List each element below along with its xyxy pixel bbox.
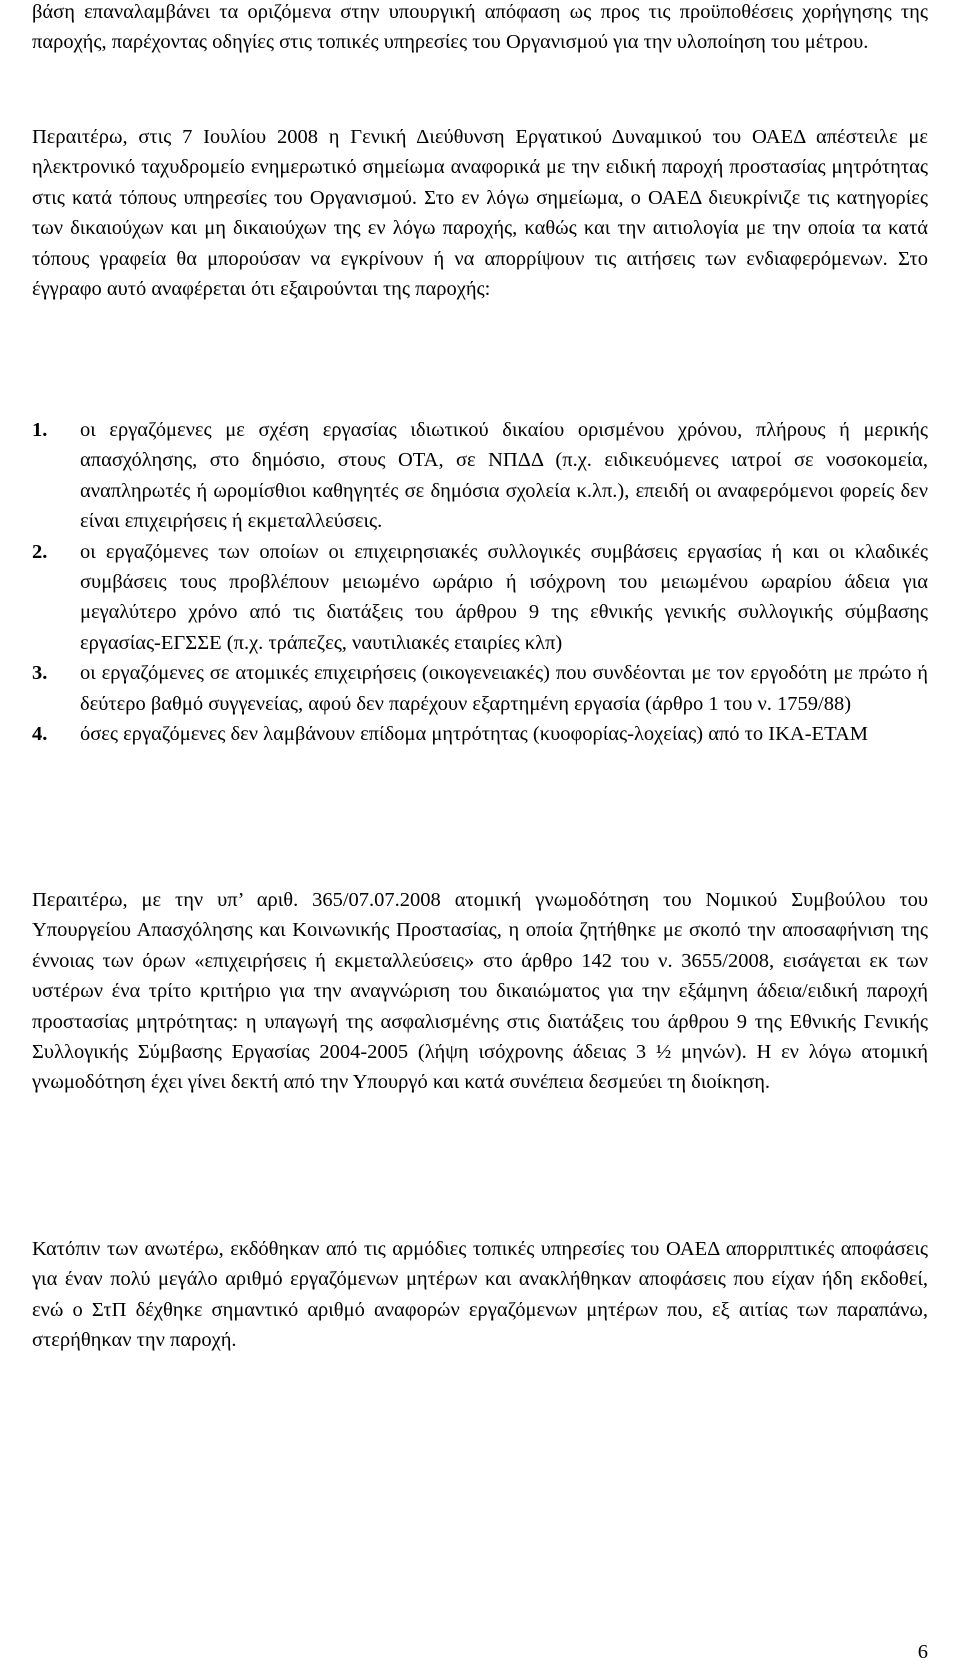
list-item-number: 3. — [32, 662, 48, 685]
list-item-text: οι εργαζόμενες των οποίων οι επιχειρησιακές συλλογικές συμβάσεις εργασίας ή και οι κλαδικές συμβάσεις τους προβλέπουν μειωμένο ωράριο ή ισόχρονη του μειωμένου ωραρίου άδεια για μεγαλύτερο χρόνο από τις διατάξεις του άρθρου 9 της εθνικής γενικής συλλογικής σύμβασης εργασίας-ΕΓΣΣΕ (π.χ. τράπεζες, ναυτιλιακές εταιρίες κλπ) — [80, 540, 928, 654]
paragraph-legal-opinion: Περαιτέρω, με την υπ’ αριθ. 365/07.07.2008 ατομική γνωμοδότηση του Νομικού Συμβούλου του Υπουργείου Απασχόλησης και Κοινωνικής Προστασίας, η οποία ζητήθηκε με σκοπό την αποσαφήνιση της έννοιας των όρων «επιχειρήσεις ή εκμεταλλεύσεις» στο άρθρο 142 του ν. 3655/2008, εισάγεται εκ των υστέρων ένα τρίτο κριτήριο για την αναγνώριση του δικαιώματος για την εξάμηνη άδεια/ειδική παροχή προστασίας μητρότητας: η υπαγωγή της ασφαλισμένης στις διατάξεις του άρθρου 9 της Εθνικής Γενικής Συλλογικής Σύμβασης Εργασίας 2004-2005 (λήψη ισόχρονης άδειας 3 ½ μηνών). Η εν λόγω ατομική γνωμοδότηση έχει γίνει δεκτή από την Υπουργό και κατά συνέπεια δεσμεύει τη διοίκηση. — [32, 889, 928, 1094]
paragraph-memo: Περαιτέρω, στις 7 Ιουλίου 2008 η Γενική Διεύθυνση Εργατικού Δυναμικού του ΟΑΕΔ απέστειλε με ηλεκτρονικό ταχυδρομείο ενημερωτικό σημείωμα αναφορικά με την ειδική παροχή προστασίας μητρότητας στις κατά τόπους υπηρεσίες του Οργανισμού. Στο εν λόγω σημείωμα, ο ΟΑΕΔ διευκρίνιζε τις κατηγορίες των δικαιούχων και μη δικαιούχων της εν λόγω παροχής, καθώς και την αιτιολογία με την οποία τα κατά τόπους γραφεία θα μπορούσαν να εγκρίνουν ή να απορρίψουν τις αιτήσεις των ενδιαφερόμενων. Στο έγγραφο αυτό αναφέρεται ότι εξαιρούνται της παροχής: — [32, 126, 928, 301]
list-item-text: οι εργαζόμενες σε ατομικές επιχειρήσεις (οικογενειακές) που συνδέονται με τον εργοδότη με πρώτο ή δεύτερο βαθμό συγγενείας, αφού δεν παρέχουν εξαρτημένη εργασία (άρθρο 1 του ν. 1759/88) — [80, 662, 928, 715]
list-item — [32, 537, 928, 659]
list-item-text: όσες εργαζόμενες δεν λαμβάνουν επίδομα μητρότητας (κυοφορίας-λοχείας) από το ΙΚΑ-ΕΤΑΜ — [80, 723, 868, 746]
list-item-number: 4. — [32, 723, 48, 746]
paragraph-intro: βάση επαναλαμβάνει τα οριζόμενα στην υπουργική απόφαση ως προς τις προϋποθέσεις χορήγησης της παροχής, παρέχοντας οδηγίες στις τοπικές υπηρεσίες του Οργανισμού για την υλοποίηση του μέτρου. — [32, 1, 928, 54]
page-number: 6 — [917, 1641, 928, 1663]
list-item-number: 1. — [32, 419, 48, 441]
exclusions-list — [32, 415, 928, 749]
list-item — [32, 415, 928, 537]
list-item-text: οι εργαζόμενες με σχέση εργασίας ιδιωτικού δικαίου ορισμένου χρόνου, πλήρους ή μερικής απασχόλησης, στο δημόσιο, στους ΟΤΑ, σε ΝΠΔΔ (π.χ. ειδικευόμενες ιατροί σε νοσοκομεία, αναπληρωτές ή ωρομίσθιοι καθηγητές σε δημόσια σχολεία κ.λπ.), επειδή οι αναφερόμενοι φορείς δεν είναι επιχειρήσεις ή εκμεταλλεύσεις. — [80, 419, 928, 533]
list-item — [32, 719, 928, 749]
list-item — [32, 658, 928, 719]
list-item-number: 2. — [32, 540, 48, 563]
paragraph-conclusion: Κατόπιν των ανωτέρω, εκδόθηκαν από τις αρμόδιες τοπικές υπηρεσίες του ΟΑΕΔ απορριπτικές αποφάσεις για έναν πολύ μεγάλο αριθμό εργαζόμενων μητέρων και ανακλήθηκαν αποφάσεις που είχαν ήδη εκδοθεί, ενώ ο ΣτΠ δέχθηκε σημαντικό αριθμό αναφορών εργαζόμενων μητέρων που, εξ αιτίας των παραπάνω, στερήθηκαν την παροχή. — [32, 1238, 928, 1352]
